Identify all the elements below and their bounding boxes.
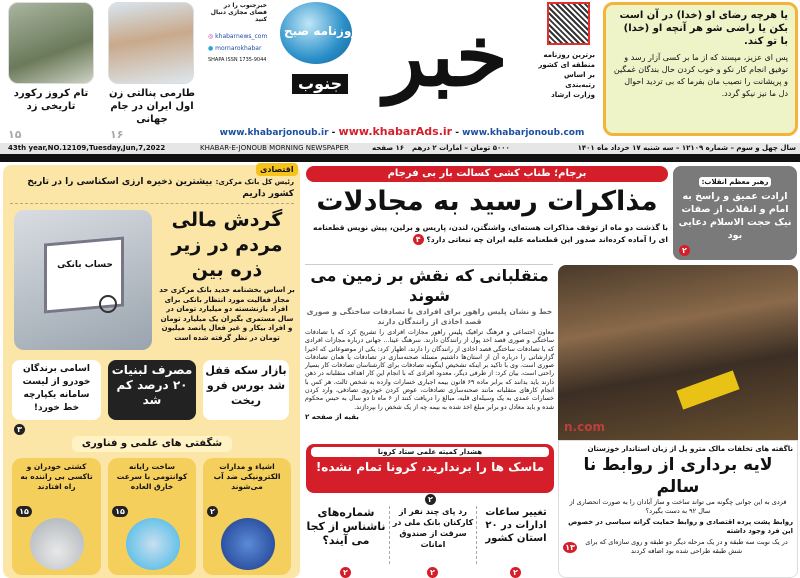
logo: خبر: [384, 6, 508, 105]
ranking-line: بر اساس: [564, 71, 595, 79]
page-ref: ۱۳: [563, 542, 577, 553]
brief-item[interactable]: شماره‌های ناشناس از کجا می آیند؟ ۲: [306, 506, 386, 577]
cartoon-label: حساب بانکی: [57, 260, 113, 270]
excavator: [676, 370, 739, 409]
photo-story-kicker: ناگفته های تخلفات مالک مترو پل از زبان استاندار خوزستان: [587, 445, 793, 453]
ranking-line: وزارت ارشاد: [551, 91, 595, 99]
continued-link[interactable]: بقیه از صفحه ۲: [305, 412, 359, 421]
url-link[interactable]: www.khabarjonoub.com: [462, 128, 585, 138]
divider: [389, 506, 390, 564]
qr-code[interactable]: [547, 2, 590, 45]
url-bar: www.khabarjonoub.ir - www.khabarAds.ir - www.khabarjonoub.com: [219, 125, 585, 138]
story-title[interactable]: طارمی پنالتی زن اول ایران در جام جهانی: [108, 88, 196, 125]
divider: [0, 154, 800, 162]
paper-name-en: KHABAR-E-JONOUB MORNING NEWSPAPER: [200, 144, 349, 152]
instagram-icon: ◎: [208, 33, 214, 40]
quantum-computer-image: [126, 518, 180, 570]
self-driving-car-image: [30, 518, 84, 570]
main-headline[interactable]: مذاکرات رسید به مجادلات: [316, 186, 658, 217]
ranking-line: برترین روزنامه: [543, 51, 595, 59]
social-intro: خبرجنوب را در فضای مجازی دنبال کنید: [210, 2, 267, 23]
divider: [476, 506, 477, 564]
leader-box[interactable]: [673, 166, 797, 260]
page-ref: ۴: [413, 234, 424, 245]
circuit-image: [221, 518, 275, 570]
quote-text: پس ای عزیز، مپسند که از ما بر کسی آزار رسد و توفیق انجام کار نکو و خوب کردن حال بندگان غمگین و پریشانت را نصیب مان بفرما که بی تردید احوال دل ما نیز نیکو گردد.: [613, 53, 788, 98]
ranking-line: منطقه ای کشور: [538, 61, 595, 69]
telegram-icon: ●: [208, 45, 214, 52]
photo-taremi: [108, 2, 194, 84]
url-link[interactable]: www.khabarjonoub.ir: [219, 128, 329, 138]
issue-info-en: 43th year,NO.12109,Tuesday,Jun,7,2022: [8, 144, 166, 152]
magnifier-icon: [99, 295, 117, 313]
story-page: ۱۶: [110, 128, 124, 141]
brief-item[interactable]: تغییر ساعات ادارات در ۲۰ استان کشور ۲: [485, 507, 547, 577]
econ-badge: اقتصادی: [256, 163, 298, 176]
photo-metropol-collapse: [558, 265, 798, 440]
photo-story-headline[interactable]: لایه برداری از روابط نا سالم: [583, 455, 773, 497]
page-ref: ۲: [207, 506, 218, 517]
price: ۵۰۰۰ تومان – امارات ۲ درهم: [412, 144, 510, 152]
science-card[interactable]: ساخت رایانه کوانتومی با سرعت خارق العاده ۱۵: [108, 458, 196, 575]
page-ref: ۲: [340, 567, 351, 578]
logo-sub: جنوب: [292, 74, 348, 94]
telegram-handle[interactable]: ● mornarokhabar: [208, 45, 262, 52]
page-ref: ۲: [679, 245, 690, 256]
science-card[interactable]: کشتی خودران و تاکسی بی راننده به راه افتادند ۱۵: [12, 458, 101, 575]
corona-kicker: هشدار کمیته علمی ستاد کرونا: [311, 447, 549, 457]
brief-item[interactable]: رد پای چند نفر از کارکنان بانک ملی در سرقت از صندوق امانات ۲: [392, 507, 474, 577]
issue-info-fa: سال چهل و سوم – شماره ۱۲۱۰۹ – سه شنبه ۱۷ خرداد ماه ۱۴۰۱: [577, 144, 796, 152]
photo-story-text: فردی به این جوانی چگونه می تواند ساخت و ساز آبادان را به صورت انحصاری از سال ۹۲ به دست بگیرد؟: [569, 498, 787, 515]
econ-box[interactable]: مصرف لبنیات ۲۰ درصد کم شد: [108, 360, 196, 420]
logo-tagline: روزنامه صبح: [284, 24, 359, 38]
science-card[interactable]: اشیاء و مدارات الکترونیکی ضد آب می‌شوند ۲: [203, 458, 291, 575]
article-headline[interactable]: متقلبانی که نقش بر زمین می شوند: [310, 266, 549, 305]
quote-heading: یا هرچه رضای او (خدا) در آن است بکن یا راضی شو هر آنچه او (خدا) با تو کند.: [619, 10, 788, 47]
ranking-line: رتبه‌بندی: [565, 81, 595, 89]
econ-body: بر اساس بخشنامه جدید بانک مرکزی حد مجاز فعالیت مورد انتظار بانکی برای افراد بازنشسته دو میلیارد تومان در سال مستمری بگیران یک میلیارد تومان و افراد بیکار و غیر فعال پانصد میلیون تومان در نظر گرفته شده است: [159, 286, 295, 342]
photo-tom-cruise: [8, 2, 94, 84]
story-page: ۱۵: [8, 128, 22, 141]
instagram-handle[interactable]: ◎ khabarnews_com: [208, 33, 268, 40]
page-ref: ۱۵: [16, 506, 32, 517]
econ-kicker[interactable]: رئیس کل بانک مرکزی: بیشترین ذخیره ارزی اسکناسی را در تاریخ کشور داریم: [27, 177, 294, 199]
page-ref: ۳: [14, 424, 25, 435]
science-title: شگفتی های علمی و فناوری: [72, 436, 232, 452]
story-title[interactable]: تام کروز رکورد تاریخی زد: [13, 88, 89, 112]
watermark: n.com: [564, 420, 605, 434]
leader-kicker: رهبر معظم انقلاب:: [699, 177, 772, 187]
page-count: ۱۶ صفحه: [372, 144, 405, 152]
article-sub: خط و نشان پلیس راهور برای افرادی با تصادفات ساختگی و صوری قصد اخاذی از رانندگان دارند: [306, 307, 553, 326]
page-ref: ۲: [425, 494, 436, 505]
quote-box: [603, 2, 798, 136]
photo-story-text: در یک نوبت سه طبقه و در یک مرحله دیگر دو طبقه و روی سازه‌ای که برای شش طبقه طراحی شده بود اضافه کردند: [585, 538, 788, 555]
page-ref: ۲: [510, 567, 521, 578]
photo-story-box: [558, 440, 798, 578]
leader-text: ارادت عمیق و راسخ به امام و انقلاب از صفات نیک حجت الاسلام دعایی بود: [678, 191, 792, 241]
corona-headline: ماسک ها را برندارید، کرونا تمام نشده!: [315, 460, 545, 474]
issn: SHAPA ISSN 1735-9044: [208, 57, 267, 63]
econ-box[interactable]: بازار سکه قفل شد بورس فرو ریخت: [203, 360, 289, 420]
article-body: معاون اجتماعی و فرهنگ ترافیک پلیس راهور مجازات افرادی را تشریح کرد که با تصادفات ساختگی و صوری قصد اخذ پول از رانندگان دارند. سرهنگ عینا... جهانی درباره مجازات افرادی که با تصادفات ساختگی قصد اخاذی از رانندگان را دارند، اظهار کرد: یکی از موضوعاتی که اخیرا گزارشاتی را درباره آن از استان‌ها داشتیم مسئله صحنه‌سازی در تصادفات یا همان تصادفات صوری است. وی با تاکید بر اینکه تشخیص اینگونه تصادفات برای کارشناسان تصادفات کار بسیار راحتی است، بیان کرد: از طرفی دیگر، معدود افرادی که با انجام این کار اهداف متقلبانه در ذهن دارند باید بدانند که برابر ماده ۶۹ قانون بیمه اجباری خسارات وارده به شخص ثالث، هر کس با انجام کارهای متقلبانه مانند صحنه‌سازی تصادفات، عوض کردن خودروی تصادفی، وارد کردن خسارات عمدی به یک وسیله‌ای قلیه، مبالغ را دریافت کنند از ۶ ماه تا دو سال به حبس محکوم شده و باید معادل دو برابر مبلغ اخذ شده به بیمه چه از یک شخص را بپردازند.: [305, 329, 554, 411]
divider: [305, 264, 553, 265]
main-kicker[interactable]: برجام؛ طناب کشی کسالت بار بی فرجام: [306, 166, 668, 182]
info-bar: [0, 143, 800, 154]
url-link[interactable]: www.khabarAds.ir: [338, 125, 453, 138]
photo-story-text: روابط پشت پرده اقتصادی و روابط حمایت گرانه سیاسی در خصوص این فرد وجود داشته: [568, 518, 793, 535]
page-ref: ۱۵: [112, 506, 128, 517]
econ-box[interactable]: اسامی برندگان خودرو از لیست سامانه یکپارچه خط خورد!: [12, 360, 101, 420]
econ-headline[interactable]: گردش مالی مردم در زیر ذره بین: [171, 209, 283, 281]
divider: [10, 203, 294, 204]
main-lede: با گذشت دو ماه از توقف مذاکرات هسته‌ای، واشنگتن، لندن، پاریس و برلین، پیش نویس قطعنامه ای را آماده کرده‌اند صدور این قطعنامه علیه ایران چه تبعاتی دارد؟ ۴: [313, 223, 668, 244]
page-ref: ۲: [427, 567, 438, 578]
cartoon-bank-account: [14, 210, 152, 350]
corona-box[interactable]: [306, 444, 554, 493]
